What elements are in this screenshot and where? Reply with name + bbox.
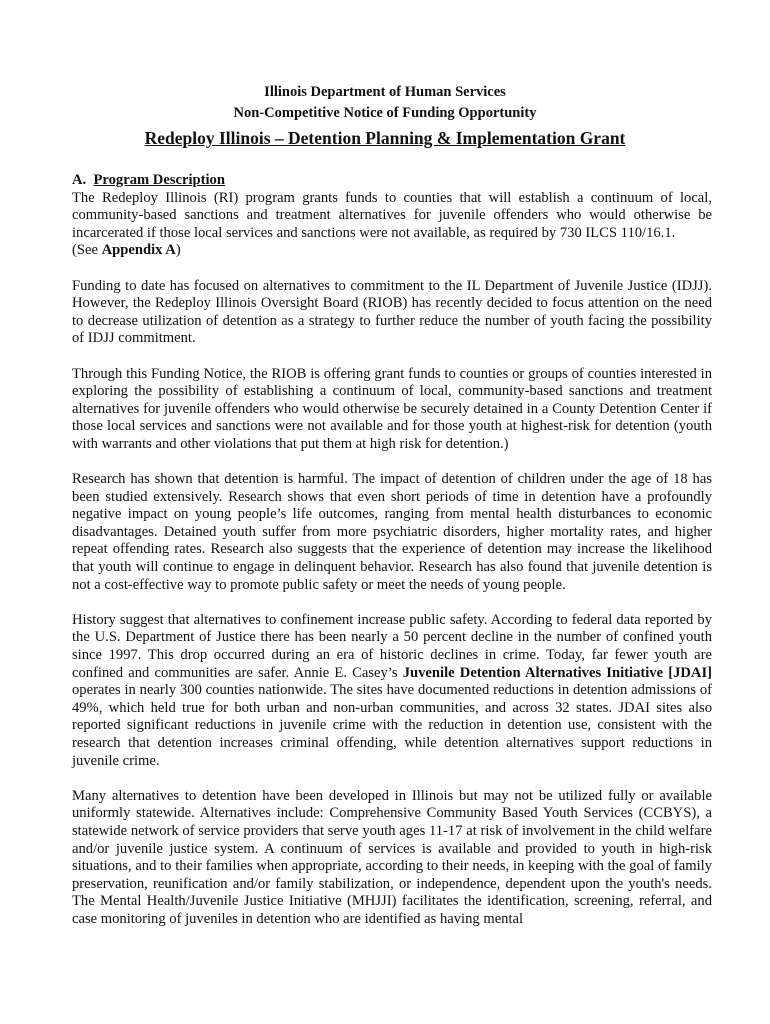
see-prefix: (See xyxy=(72,242,102,259)
document-header xyxy=(0,82,770,149)
notice-type: Non-Competitive Notice of Funding Opportunity xyxy=(233,105,537,121)
section-title: Program Description xyxy=(93,172,225,188)
program-title: Redeploy Illinois – Detention Planning & Implementation Grant xyxy=(144,128,626,148)
section-heading xyxy=(72,172,712,190)
paragraph-5-text-b: operates in nearly 300 counties nationwide. The sites have documented reductions in detention admissions of 49%, which held true for both urban and non-urban communities, and across 32 states. JDAI sites also reported significant reductions in juvenile crime with the reduction in detention use, consistent with the research that detention increases criminal offending, while detention alternatives support reductions in juvenile crime. xyxy=(72,682,712,769)
agency-name: Illinois Department of Human Services xyxy=(264,84,506,100)
paragraph-2: Funding to date has focused on alternatives to commitment to the IL Department of Juvenile Justice (IDJJ). However, the Redeploy Illinois Oversight Board (RIOB) has recently decided to focus attention on the need to decrease utilization of detention as a strategy to further reduce the number of youth facing the possibility of IDJJ commitment. xyxy=(72,277,712,347)
paragraph-1 xyxy=(72,190,712,260)
jdai-name: Juvenile Detention Alternatives Initiative [JDAI] xyxy=(402,664,712,681)
paragraph-1-text: The Redeploy Illinois (RI) program grants funds to counties that will establish a continuum of local, community-based sanctions and treatment alternatives for juvenile offenders who would otherwise be incarcerated if those local services and sanctions were not available, as required by 730 ILCS 110/16.1. xyxy=(72,189,712,241)
appendix-reference: Appendix A xyxy=(101,242,176,259)
paragraph-5 xyxy=(72,612,712,770)
paragraph-5-text-a: History suggest that alternatives to confinement increase public safety. According to federal data reported by the U.S. Department of Justice there has been nearly a 50 percent decline in the number of confined youth since 1997. This drop occurred during an era of historic declines in crime. Today, far fewer youth are confined and communities are safer. Annie E. Casey’s xyxy=(72,611,712,681)
document-body xyxy=(72,172,712,946)
section-label: A. xyxy=(72,172,87,188)
paragraph-6: Many alternatives to detention have been developed in Illinois but may not be utilized fully or available uniformly statewide. Alternatives include: Comprehensive Community Based Youth Services (CCBYS), a statewide network of service providers that serve youth ages 11-17 at risk of involvement in the child welfare and/or juvenile justice system. A continuum of services is available and provided to youth in high-risk situations, and to their families when appropriate, according to their needs, in keeping with the goal of family preservation, reunification and/or family stabilization, or independence, dependent upon the youth's needs. The Mental Health/Juvenile Justice Initiative (MHJJI) facilitates the identification, screening, referral, and case monitoring of juveniles in detention who are identified as having mental xyxy=(72,787,712,927)
paragraph-4: Research has shown that detention is harmful. The impact of detention of children under the age of 18 has been studied extensively. Research shows that even short periods of time in detention have a profoundly negative impact on young people’s life outcomes, ranging from mental health disturbances to economic disadvantages. Detained youth suffer from more psychiatric disorders, higher mortality rates, and higher repeat offending rates. Research also suggests that the experience of detention may increase the likelihood that youth will continue to engage in delinquent behavior. Research has also found that juvenile detention is not a cost-effective way to promote public safety or meet the needs of young people. xyxy=(72,471,712,593)
see-suffix: ) xyxy=(175,242,181,259)
paragraph-3: Through this Funding Notice, the RIOB is offering grant funds to counties or groups of counties interested in exploring the possibility of establishing a continuum of local, community-based sanctions and treatment alternatives for juvenile offenders who would otherwise be securely detained in a County Detention Center if those local services and sanctions were not available and for those youth at highest-risk for detention (youth with warrants and other violations that put them at high risk for detention.) xyxy=(72,365,712,452)
